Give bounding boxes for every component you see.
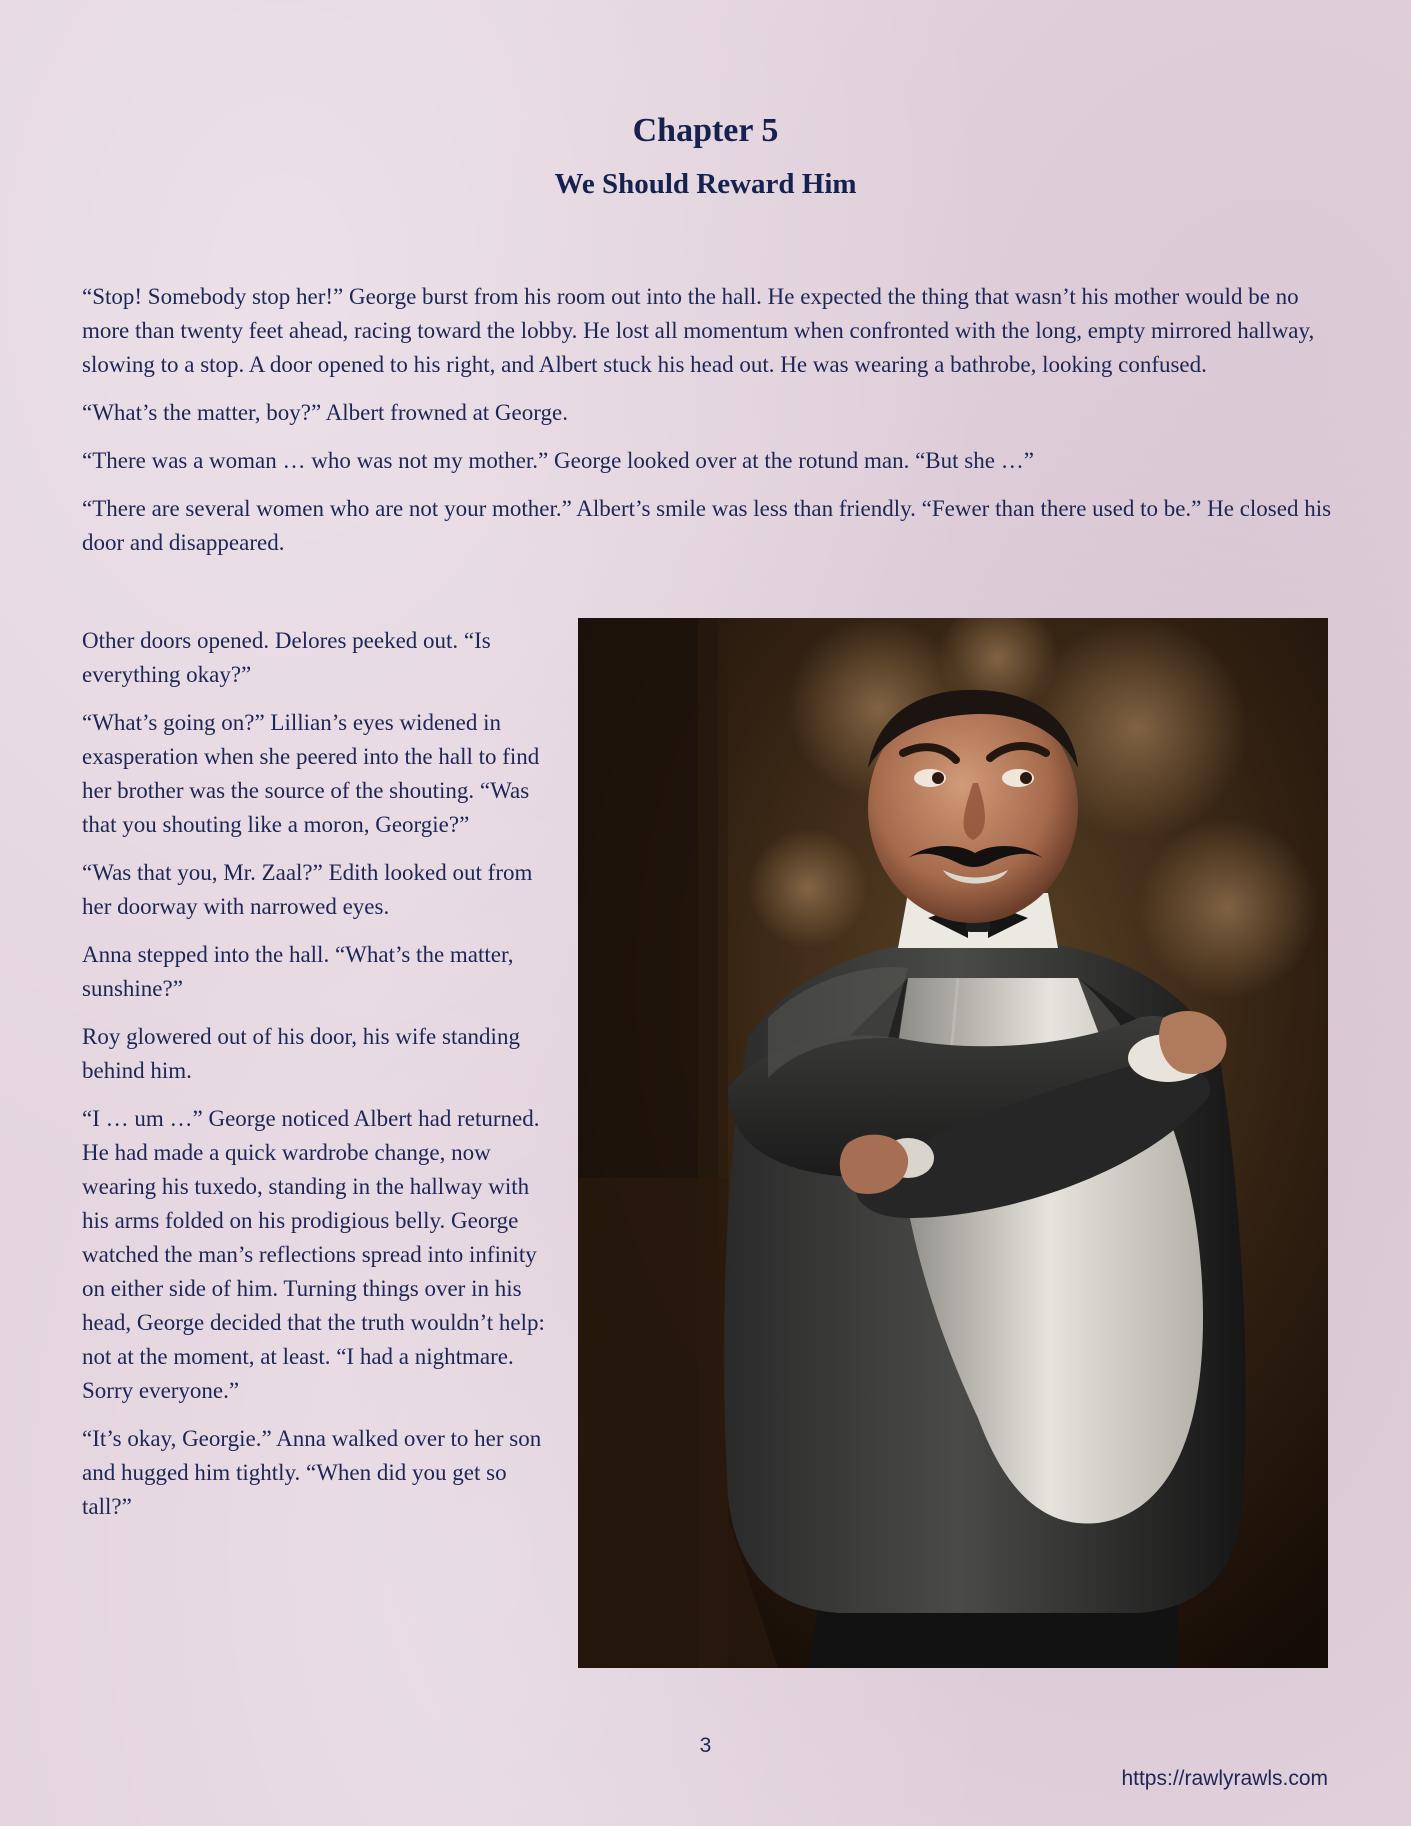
page-number: 3 <box>699 1734 712 1757</box>
footer-url-link[interactable]: https://rawlyrawls.com <box>1121 1767 1328 1790</box>
paragraph: Other doors opened. Delores peeked out. “Is everything okay?” <box>82 628 491 687</box>
chapter-number: Chapter 5 <box>632 112 779 149</box>
paragraph: “Was that you, Mr. Zaal?” Edith looked out from her doorway with narrowed eyes. <box>82 860 533 919</box>
full-width-text-block <box>82 280 1334 574</box>
paragraph: “What’s going on?” Lillian’s eyes widened in exasperation when she peered into the hall to find her brother was the source of the shouting. “Was that you shouting like a moron, Georgie?” <box>82 710 540 837</box>
paragraph: Roy glowered out of his door, his wife standing behind him. <box>82 1024 520 1083</box>
paragraph: “There was a woman … who was not my mother.” George looked over at the rotund man. “But she …” <box>82 448 1034 473</box>
chapter-title: We Should Reward Him <box>554 168 857 200</box>
paragraph: “What’s the matter, boy?” Albert frowned at George. <box>82 400 568 425</box>
column-text-block <box>82 624 560 1538</box>
paragraph: “I … um …” George noticed Albert had returned. He had made a quick wardrobe change, now wearing his tuxedo, standing in the hallway with his arms folded on his prodigious belly. George watched the man’s reflections spread into infinity on either side of him. Turning things over in his head, George decided that the truth wouldn’t help: not at the moment, at least. “I had a nightmare. Sorry everyone.” <box>82 1106 545 1403</box>
paragraph: “It’s okay, Georgie.” Anna walked over to her son and hugged him tightly. “When did you get so tall?” <box>82 1426 542 1519</box>
paragraph: “Stop! Somebody stop her!” George burst from his room out into the hall. He expected the thing that wasn’t his mother would be no more than twenty feet ahead, racing toward the lobby. He lost all momentum when confronted with the long, empty mirrored hallway, slowing to a stop. A door opened to his right, and Albert stuck his head out. He was wearing a bathrobe, looking confused. <box>82 284 1315 377</box>
paragraph: “There are several women who are not your mother.” Albert’s smile was less than friendly. “Fewer than there used to be.” He closed his door and disappeared. <box>82 496 1332 555</box>
paragraph: Anna stepped into the hall. “What’s the matter, sunshine?” <box>82 942 514 1001</box>
tuxedo-man-illustration <box>578 618 1328 1668</box>
